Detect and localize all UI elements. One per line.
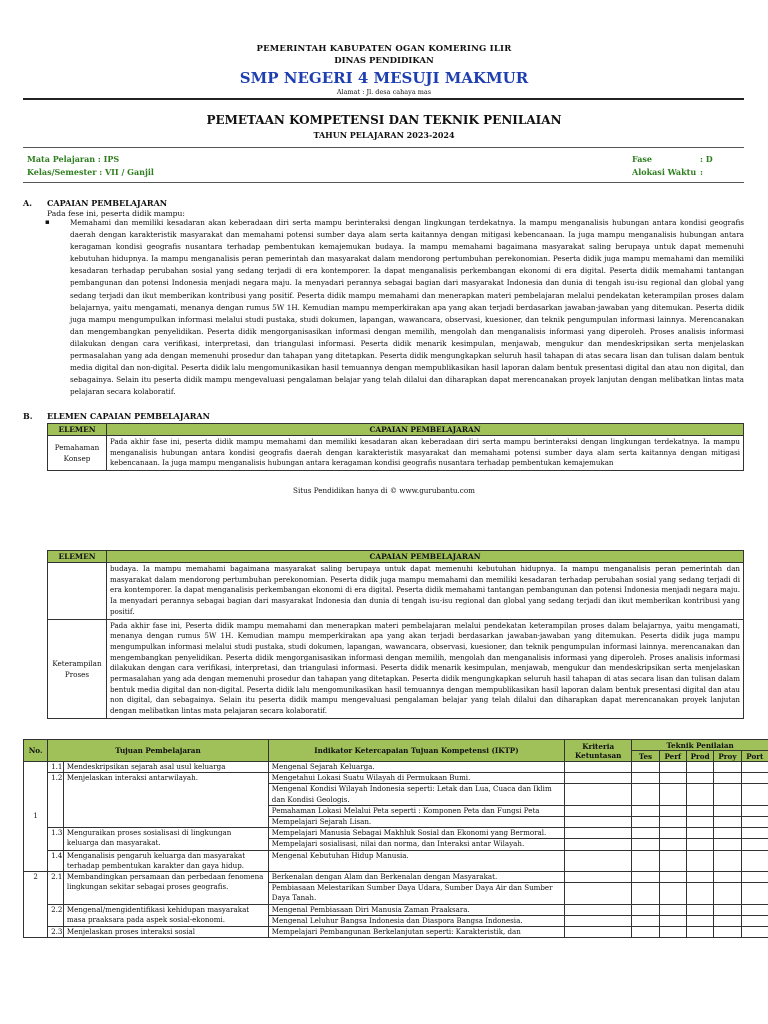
iktp-text: Mengenal Kebutuhan Hidup Manusia.	[268, 850, 564, 871]
tp-code: 2.2	[48, 904, 64, 926]
iktp-text: Mengenal Leluhur Bangsa Indonesia dan Diaspora Bangsa Indonesia.	[268, 915, 564, 926]
meta-rule	[23, 182, 744, 183]
iktp-text: Mempelajari Manusia Sebagai Makhluk Sosial dan Ekonomi yang Bermoral.	[268, 828, 564, 839]
tp-text: Membandingkan persamaan dan perbedaan fenomena lingkungan sekitar sebagai proses geografis.	[63, 872, 268, 905]
tp-text: Menguraikan proses sosialisasi di lingkungan keluarga dan masyarakat.	[63, 828, 268, 850]
section-a-heading	[23, 198, 167, 208]
page-title: PEMETAAN KOMPETENSI DAN TEKNIK PENILAIAN	[206, 113, 562, 127]
col-port: Port	[741, 751, 768, 762]
col-tes: Tes	[632, 751, 659, 762]
tp-text: Menjelaskan interaksi antarwilayah.	[63, 773, 268, 828]
col-tujuan-pembelajaran: Tujuan Pembelajaran	[48, 740, 269, 762]
capaian-text: Pada akhir fase ini, peserta didik mampu memahami dan memiliki kesadaran akan keberadaan diri serta mampu berinteraksi dengan lingkungan terdekatnya. Ia mampu menganalisis hubungan antara kondisi geografis daerah dengan karakteristik masyarakat dan memahami potensi sumber daya alam serta kaitannya dengan mitigasi kebencanaan. Ia juga mampu menganalisis hubungan antara keragaman kondisi geografis nusantara terhadap pembentukan kemajemukan	[110, 437, 740, 468]
table-row	[24, 904, 768, 915]
government-name: PEMERINTAH KABUPATEN OGAN KOMERING ILIR	[256, 44, 512, 54]
footer-credit: Situs Pendidikan hanya di © www.gurubantu.com	[293, 486, 475, 495]
elemen-keterampilan-proses: Keterampilan Proses	[48, 619, 107, 718]
iktp-text: Mempelajari Sejarah Lisan.	[268, 817, 564, 828]
col-perf: Perf	[659, 751, 686, 762]
table-row	[24, 850, 768, 871]
tp-text: Menjelaskan proses interaksi sosial	[63, 927, 268, 938]
col-kriteria-ketuntasan: Kriteria Ketuntasan	[565, 740, 632, 762]
tp-code: 2.3	[48, 927, 64, 938]
col-elemen: ELEMEN	[48, 551, 107, 563]
group-number: 1	[24, 762, 48, 872]
tp-code: 1.4	[48, 850, 64, 871]
school-address: Alamat : Jl. desa cahaya mas	[336, 88, 432, 96]
iktp-text: Mengenal Pembiasaan Diri Manusia Zaman Praaksara.	[268, 904, 564, 915]
iktp-text: Berkenalan dengan Alam dan Berkenalan dengan Masyarakat.	[268, 872, 564, 883]
section-b-title: ELEMEN CAPAIAN PEMBELAJARAN	[47, 411, 210, 421]
elemen-pemahaman-konsep-cont	[48, 563, 107, 620]
tp-text: Mendeskripsikan sejarah asal usul keluarga	[63, 762, 268, 773]
section-b-heading	[23, 411, 210, 421]
iktp-text: Mempelajari Pembangunan Berkelanjutan seperti: Karakteristik, dan	[268, 927, 564, 938]
capaian-pemahaman-konsep-cont: budaya. Ia mampu memahami bagaimana masyarakat saling berupaya untuk dapat memenuhi kebutuhan hidupnya. Ia mampu menganalisis peran pemerintah dan masyarakat dalam mendorong pertumbuhan perekonomian. Peserta didik juga mampu memahami dan memiliki kesadaran terhadap perubahan sosial yang sedang terjadi di era kontemporer. Ia dapat menganalisis perkembangan ekonomi di era digital. Peserta didik memahami tantangan pembangunan dan potensi Indonesia menjadi negara maju. Ia menyadari perannya sebagai bagian dari masyarakat Indonesia dan dunia di tengah isu-isu regional dan global yang sedang terjadi dan ikut memberikan kontribusi yang positif.	[107, 563, 744, 620]
tp-text: Menganalisis pengaruh keluarga dan masyarakat terhadap pembentukan karakter dan gaya hidup.	[63, 850, 268, 871]
time-value: :	[700, 167, 703, 177]
elemen-pemahaman-konsep: Pemahaman Konsep	[48, 436, 107, 471]
iktp-text: Pembiasaan Melestarikan Sumber Daya Udara, Sumber Daya Air dan Sumber Daya Tanah.	[268, 883, 564, 904]
table-row	[24, 927, 768, 938]
table-row	[24, 773, 768, 784]
table-row	[24, 762, 768, 773]
academic-year: TAHUN PELAJARAN 2023-2024	[313, 130, 455, 140]
col-proy: Proy	[714, 751, 741, 762]
tp-code: 2.1	[48, 872, 64, 905]
iktp-text: Mempelajari sosialisasi, nilai dan norma, dan Interaksi antar Wilayah.	[268, 839, 564, 850]
subject-field: Mata Pelajaran : IPS	[27, 154, 120, 164]
time-label: Alokasi Waktu	[632, 167, 697, 177]
capaian-keterampilan-proses: Pada akhir fase ini, Peserta didik mampu memahami dan menerapkan materi pembelajaran melalui pendekatan keterampilan proses dalam belajarnya, yaitu mengamati, menanya dengan rumus 5W 1H. Kemudian mampu memperkirakan apa yang akan terjadi berdasarkan jawaban-jawaban yang ditemukan. Peserta didik juga mampu mengumpulkan informasi melalui studi pustaka, studi dokumen, lapangan, wawancara, observasi, kuesioner, dan teknik pengumpulan informasi lainnya. merencanakan dan mengembangkan penyelidikan. Peserta didik mengorganisasikan informasi dengan memilih, mengolah dan menganalisis informasi yang diperoleh. Proses analisis informasi dilakukan dengan cara verifikasi, interpretasi, dan triangulasi informasi. Peserta didik menarik kesimpulan, menjawab, mengukur dan mendeskripsikan serta menjelaskan permasalahan yang ada dengan memenuhi prosedur dan tahapan yang ditetapkan. Peserta didik mengungkapkan seluruh hasil tahapan di atas secara lisan dan tulisan dalam bentuk media digital dan non-digital. Peserta didik lalu mengomunikasikan hasil temuannya dengan mempublikasikan hasil laporan dalam bentuk presentasi digital dan atau non digital, dan sebagainya. Selain itu peserta didik mampu mengevaluasi pengalaman belajar yang telah dilalui dan diharapkan dapat merencanakan proyek lanjutan dengan melibatkan lintas mata pelajaran secara kolaboratif.	[107, 619, 744, 718]
title-rule	[23, 147, 744, 148]
tp-code: 1.3	[48, 828, 64, 850]
tp-code: 1.1	[48, 762, 64, 773]
tujuan-pembelajaran-table	[23, 739, 768, 938]
section-a-paragraph: Memahami dan memiliki kesadaran akan keberadaan diri serta mampu berinteraksi dengan lingkungan terdekatnya. Ia mampu menganalisis hubungan antara kondisi geografis daerah dengan karakteristik masyarakat dan memahami potensi sumber daya alam serta kaitannya dengan mitigasi kebencanaan. Ia juga mampu menganalisis hubungan antara keragaman kondisi geografis nusantara terhadap pembentukan kemajemukan budaya. Ia mampu memahami bagaimana masyarakat saling berupaya untuk dapat memenuhi kebutuhan hidupnya. Ia mampu menganalisis peran pemerintah dan masyarakat dalam mendorong pertumbuhan perekonomian. Peserta didik juga mampu memahami dan memiliki kesadaran terhadap perubahan sosial yang sedang terjadi di era kontemporer. Ia dapat menganalisis perkembangan ekonomi di era digital. Peserta didik memahami tantangan pembangunan dan potensi Indonesia menjadi negara maju. Ia menyadari perannya sebagai bagian dari masyarakat Indonesia dan dunia di tengah isu-isu regional dan global yang sedang terjadi dan ikut memberikan kontribusi yang positif. Peserta didik mampu memahami dan menerapkan materi pembelajaran melalui pendekatan keterampilan proses dalam belajarnya, yaitu mengamati, menanya dengan rumus 5W 1H. Kemudian mampu memperkirakan apa yang akan terjadi berdasarkan jawaban-jawaban yang ditemukan. Peserta didik juga mampu mengumpulkan informasi melalui studi pustaka, studi dokumen, lapangan, wawancara, observasi, kuesioner, dan teknik pengumpulan informasi lainnya. Merencanakan dan mengembangkan penyelidikan. Peserta didik mengorganisasikan informasi dengan memilih, mengolah dan menganalisis informasi yang diperoleh. Proses analisis informasi dilakukan dengan cara verifikasi, interpretasi, dan triangulasi informasi. Peserta didik menarik kesimpulan, menjawab, mengukur dan mendeskripsikan serta menjelaskan permasalahan yang ada dengan memenuhi prosedur dan tahapan yang ditetapkan. Peserta didik mengungkapkan seluruh hasil tahapan di atas secara lisan dan tulisan dalam bentuk media digital dan non-digital. Peserta didik lalu mengomunikasikan hasil temuannya dengan mempublikasikan hasil laporan dalam bentuk presentasi digital dan atau non digital, dan sebagainya. Selain itu peserta didik mampu mengevaluasi pengalaman belajar yang telah dilalui dan diharapkan dapat merencanakan proyek lanjutan dengan melibatkan lintas mata pelajaran secara kolaboratif.	[70, 218, 744, 397]
iktp-text: Mengenal Kondisi Wilayah Indonesia seperti: Letak dan Lua, Cuaca dan Iklim dan Kondisi Geologis.	[268, 784, 564, 805]
elemen-table-1	[47, 423, 744, 471]
capaian-pemahaman-konsep	[107, 436, 744, 471]
col-iktp: Indikator Ketercapaian Tujuan Kompetensi (IKTP)	[268, 740, 564, 762]
elemen-table-2	[47, 550, 744, 719]
class-field: Kelas/Semester : VII / Ganjil	[27, 167, 154, 177]
col-no: No.	[24, 740, 48, 762]
col-teknik-penilaian: Teknik Penilaian	[632, 740, 768, 751]
tp-text: Mengenal/mengidentifikasi kehidupan masyarakat masa praaksara pada aspek sosial-ekonomi.	[63, 904, 268, 926]
bullet-icon: ▪	[45, 218, 50, 226]
section-a-letter: A.	[23, 198, 32, 208]
phase-label: Fase	[632, 154, 653, 164]
table-row	[24, 872, 768, 883]
section-a-intro: Pada fese ini, peserta didik mampu:	[47, 209, 185, 218]
col-capaian: CAPAIAN PEMBELAJARAN	[107, 424, 744, 436]
group-number: 2	[24, 872, 48, 938]
section-a-title: CAPAIAN PEMBELAJARAN	[47, 198, 168, 208]
section-b-letter: B.	[23, 411, 33, 421]
department-name: DINAS PENDIDIKAN	[334, 56, 434, 66]
iktp-text: Mengenal Sejarah Keluarga.	[268, 762, 564, 773]
phase-value: : D	[700, 154, 713, 164]
header-rule	[23, 98, 744, 100]
iktp-text: Mengetahui Lokasi Suatu Wilayah di Permukaan Bumi.	[268, 773, 564, 784]
tp-code: 1.2	[48, 773, 64, 828]
col-elemen: ELEMEN	[48, 424, 107, 436]
col-prod: Prod	[686, 751, 713, 762]
col-capaian: CAPAIAN PEMBELAJARAN	[107, 551, 744, 563]
school-name: SMP NEGERI 4 MESUJI MAKMUR	[239, 69, 529, 87]
iktp-text: Pemahaman Lokasi Melalui Peta seperti : Komponen Peta dan Fungsi Peta	[268, 805, 564, 816]
table-row	[24, 828, 768, 839]
